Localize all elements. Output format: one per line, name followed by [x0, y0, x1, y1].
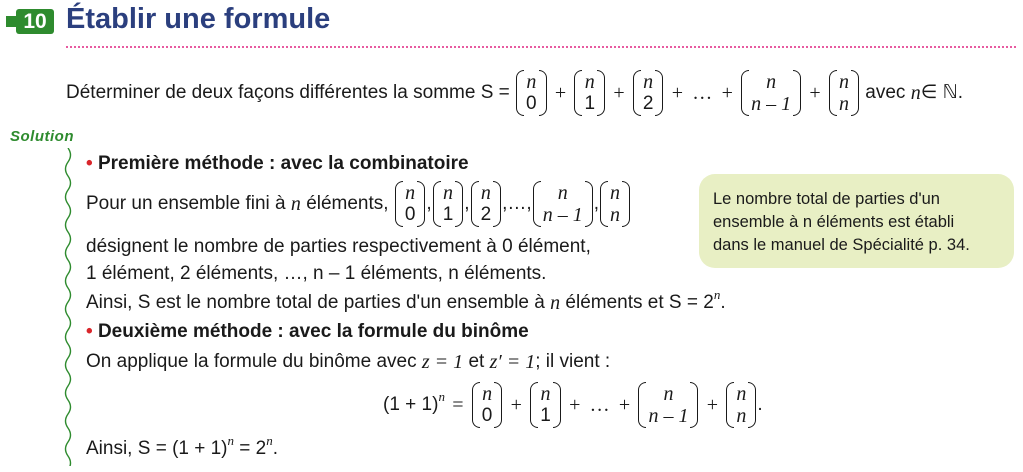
method1-heading: • Première méthode : avec la combinatoire: [86, 153, 469, 174]
statement-intro: Déterminer de deux façons différentes la somme S =: [66, 82, 510, 103]
binom-n-n-1: n n – 1: [638, 382, 698, 428]
binom-n-0: n 0: [472, 382, 503, 428]
binom-n-2: n 2: [633, 70, 664, 116]
method1-line3: 1 élément, 2 éléments, …, n – 1 éléments, n éléments.: [86, 263, 547, 284]
statement-var: n: [910, 82, 921, 104]
method1-title: Première méthode : avec la combinatoire: [97, 153, 469, 174]
plus-sign: +: [613, 82, 625, 104]
binom-n-n-1: n n – 1: [533, 181, 593, 227]
note-line: ensemble à n éléments est établi: [713, 213, 955, 231]
note-line: Le nombre total de parties d'un: [713, 190, 940, 208]
plus-sign: +: [671, 82, 684, 104]
binom-n-0: n 0: [395, 181, 426, 227]
binom-n-2: n 2: [471, 181, 502, 227]
binom-n-0: n 0: [516, 70, 547, 116]
binom-n-1: n 1: [433, 181, 464, 227]
statement-line: [66, 70, 963, 116]
binom-n-1: n 1: [574, 70, 605, 116]
solution-margin-wave: [62, 148, 74, 466]
plus-sign: +: [721, 82, 733, 104]
solution-label: Solution: [10, 128, 74, 145]
plus-sign: +: [809, 82, 821, 104]
statement-tail: avec: [865, 82, 906, 103]
method2-title: Deuxième méthode : avec la formule du binôme: [97, 321, 529, 342]
note-line: dans le manuel de Spécialité p. 34.: [713, 236, 970, 254]
plus-sign: +: [554, 82, 567, 104]
binom-n-n: n n: [600, 181, 630, 227]
conclusion-line: Ainsi, $S = (1 + 1)^n = 2^n$.: [86, 433, 279, 459]
exercise-title: Établir une formule: [66, 3, 331, 35]
binomial-formula: $(1 + 1)^n$ = n 0 + n 1 + … + n n – 1 + n n .: [383, 383, 763, 427]
binom-n-1: n 1: [530, 382, 561, 428]
method2-line1: On applique la formule du binôme avec z = 1 et z′ = 1; il vient :: [86, 351, 611, 373]
method1-line4: Ainsi, S est le nombre total de parties d'un ensemble à n éléments et $S = 2^n$.: [86, 287, 726, 314]
statement-set: ∈ ℕ.: [920, 82, 964, 103]
exercise-number: 10: [16, 9, 54, 34]
side-note: [699, 174, 1014, 268]
title-divider: [66, 46, 1016, 48]
ellipsis: …: [692, 82, 713, 104]
binom-n-n: n n: [726, 382, 756, 428]
method2-heading: • Deuxième méthode : avec la formule du binôme: [86, 321, 529, 342]
method1-line2: désignent le nombre de parties respectivement à 0 élément,: [86, 236, 591, 257]
binom-n-n: n n: [829, 70, 859, 116]
method1-line1: Pour un ensemble fini à n éléments, n 0 , n 1 , n 2 ,…, n n – 1 , n n: [86, 181, 631, 227]
binom-n-n-1: n n – 1: [741, 70, 801, 116]
